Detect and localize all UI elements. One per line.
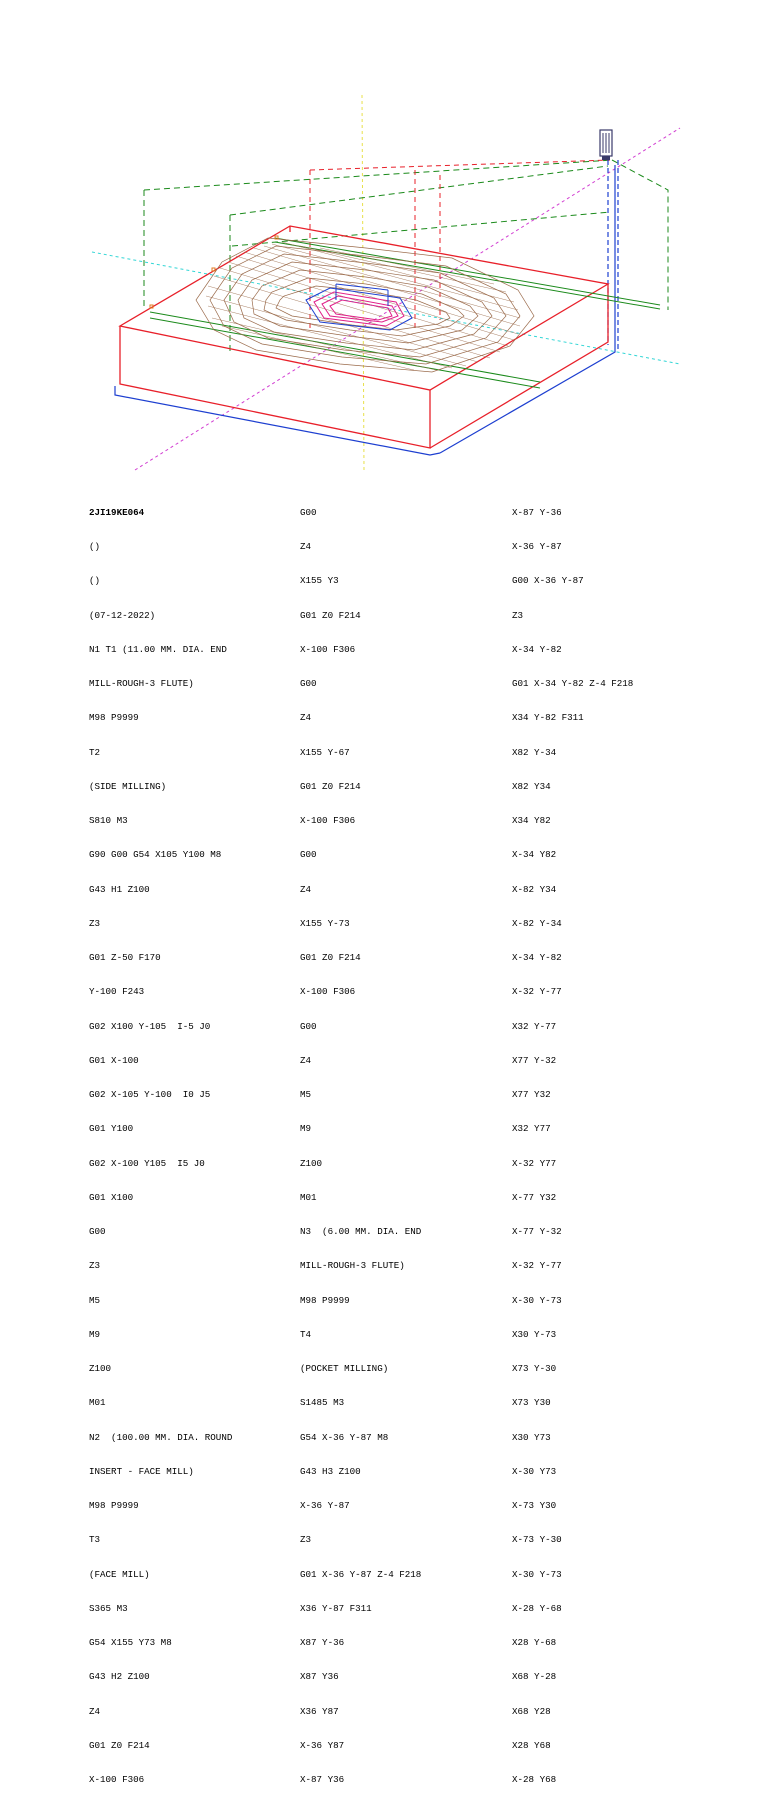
code-line: G90 G00 G54 X105 Y100 M8 <box>89 849 222 861</box>
code-line: X-32 Y-77 <box>512 986 562 998</box>
code-line: X-32 Y77 <box>512 1157 557 1169</box>
code-line: N1 T1 (11.00 MM. DIA. END <box>89 643 227 655</box>
code-line: Z4 <box>300 712 312 724</box>
code-line: X-30 Y-73 <box>512 1294 562 1306</box>
code-line: Z4 <box>89 1705 101 1717</box>
code-line: T4 <box>300 1328 312 1340</box>
fixture-outline <box>115 160 618 455</box>
code-line: (POCKET MILLING) <box>300 1363 389 1375</box>
code-line: X-32 Y-77 <box>512 1260 562 1272</box>
code-line: X-100 F306 <box>89 1774 145 1786</box>
rapid-moves <box>144 160 668 355</box>
code-line: M01 <box>300 1191 317 1203</box>
code-line: X-100 F306 <box>300 815 356 827</box>
cutting-tool-icon <box>600 130 612 160</box>
code-line: X-28 Y-68 <box>512 1602 562 1614</box>
code-line: X36 Y-87 F311 <box>300 1602 372 1614</box>
code-line: G00 <box>300 678 317 690</box>
gcode-column-1 <box>89 484 232 1797</box>
code-line: X87 Y-36 <box>300 1637 345 1649</box>
code-line: X-34 Y82 <box>512 849 557 861</box>
code-line: G01 Z0 F214 <box>89 1739 150 1751</box>
code-line: X-34 Y-82 <box>512 643 562 655</box>
code-line: (07-12-2022) <box>89 609 156 621</box>
code-line: X73 Y30 <box>512 1397 551 1409</box>
code-line: Z4 <box>300 883 312 895</box>
code-line: X87 Y36 <box>300 1671 339 1683</box>
code-line: X-36 Y-87 <box>512 541 562 553</box>
code-line: Z3 <box>89 1260 101 1272</box>
code-line: M5 <box>89 1294 101 1306</box>
code-line: G02 X-100 Y105 I5 J0 <box>89 1157 205 1169</box>
code-line: G43 H1 Z100 <box>89 883 150 895</box>
code-line: X34 Y82 <box>512 815 551 827</box>
code-line: X155 Y-73 <box>300 917 350 929</box>
code-line: G01 Z-50 F170 <box>89 952 161 964</box>
code-line: X77 Y32 <box>512 1089 551 1101</box>
code-line: G01 Y100 <box>89 1123 134 1135</box>
code-line: M98 P9999 <box>300 1294 350 1306</box>
code-line: G43 H2 Z100 <box>89 1671 150 1683</box>
code-line: X-30 Y-73 <box>512 1568 562 1580</box>
code-line: Z4 <box>300 541 312 553</box>
code-line: X36 Y87 <box>300 1705 339 1717</box>
code-line: M98 P9999 <box>89 1500 139 1512</box>
code-line: X73 Y-30 <box>512 1363 557 1375</box>
code-line: G54 X-36 Y-87 M8 <box>300 1431 389 1443</box>
code-line: G00 X-36 Y-87 <box>512 575 584 587</box>
code-line: X-36 Y-87 <box>300 1500 350 1512</box>
code-line: X-77 Y32 <box>512 1191 557 1203</box>
code-line: S810 M3 <box>89 815 128 827</box>
code-line: T3 <box>89 1534 101 1546</box>
code-line: M9 <box>300 1123 312 1135</box>
code-line: X-73 Y-30 <box>512 1534 562 1546</box>
code-line: X34 Y-82 F311 <box>512 712 584 724</box>
code-line: X68 Y28 <box>512 1705 551 1717</box>
code-line: (SIDE MILLING) <box>89 780 167 792</box>
code-line: G02 X-105 Y-100 I0 J5 <box>89 1089 211 1101</box>
code-line: M5 <box>300 1089 312 1101</box>
code-line: X-87 Y-36 <box>512 506 562 518</box>
inner-pocket <box>306 284 412 330</box>
code-line: Y-100 F243 <box>89 986 145 998</box>
code-line: M9 <box>89 1328 101 1340</box>
code-line: X-100 F306 <box>300 986 356 998</box>
code-line: G43 H3 Z100 <box>300 1465 361 1477</box>
code-line: X32 Y-77 <box>512 1020 557 1032</box>
code-line: Z100 <box>89 1363 112 1375</box>
code-line: G01 X-34 Y-82 Z-4 F218 <box>512 678 634 690</box>
code-line: G00 <box>300 506 317 518</box>
code-line: Z4 <box>300 1054 312 1066</box>
code-line: MILL-ROUGH-3 FLUTE) <box>300 1260 405 1272</box>
code-line: S1485 M3 <box>300 1397 345 1409</box>
face-milling-paths <box>150 238 660 388</box>
code-line: M01 <box>89 1397 106 1409</box>
code-line: G01 Z0 F214 <box>300 952 361 964</box>
code-line: X-100 F306 <box>300 643 356 655</box>
code-line: T2 <box>89 746 101 758</box>
code-line: X30 Y-73 <box>512 1328 557 1340</box>
code-line: X-82 Y-34 <box>512 917 562 929</box>
code-line: G01 Z0 F214 <box>300 609 361 621</box>
gcode-column-3 <box>512 484 633 1797</box>
code-line: X-73 Y30 <box>512 1500 557 1512</box>
code-line: N2 (100.00 MM. DIA. ROUND <box>89 1431 233 1443</box>
code-line: G02 X100 Y-105 I-5 J0 <box>89 1020 211 1032</box>
code-line: G01 X-36 Y-87 Z-4 F218 <box>300 1568 422 1580</box>
code-line: S365 M3 <box>89 1602 128 1614</box>
code-line: X155 Y3 <box>300 575 339 587</box>
code-line: X-34 Y-82 <box>512 952 562 964</box>
code-line: X68 Y-28 <box>512 1671 557 1683</box>
code-line: X-30 Y73 <box>512 1465 557 1477</box>
code-line: M98 P9999 <box>89 712 139 724</box>
gcode-column-2 <box>300 484 421 1797</box>
code-line: X32 Y77 <box>512 1123 551 1135</box>
code-line: G00 <box>300 849 317 861</box>
code-line: G01 X100 <box>89 1191 134 1203</box>
axis-lines <box>92 95 680 472</box>
code-line: INSERT - FACE MILL) <box>89 1465 194 1477</box>
code-line: () <box>89 575 101 587</box>
code-line: X-87 Y36 <box>300 1774 345 1786</box>
code-line: X30 Y73 <box>512 1431 551 1443</box>
code-line: MILL-ROUGH-3 FLUTE) <box>89 678 194 690</box>
code-line: Z3 <box>300 1534 312 1546</box>
toolpath-3d-view <box>0 0 768 480</box>
code-line: N3 (6.00 MM. DIA. END <box>300 1226 422 1238</box>
code-line: Z3 <box>512 609 524 621</box>
code-line: X-82 Y34 <box>512 883 557 895</box>
program-number: 2JI19KE064 <box>89 506 145 518</box>
code-line: Z3 <box>89 917 101 929</box>
code-line: X-28 Y68 <box>512 1774 557 1786</box>
code-line: X82 Y-34 <box>512 746 557 758</box>
code-line: G00 <box>300 1020 317 1032</box>
code-line: X82 Y34 <box>512 780 551 792</box>
code-line: X-77 Y-32 <box>512 1226 562 1238</box>
code-line: G00 <box>89 1226 106 1238</box>
code-line: X-36 Y87 <box>300 1739 345 1751</box>
code-line: X28 Y-68 <box>512 1637 557 1649</box>
code-line: G01 X-100 <box>89 1054 139 1066</box>
code-line: () <box>89 541 101 553</box>
code-line: X155 Y-67 <box>300 746 350 758</box>
code-line: Z100 <box>300 1157 323 1169</box>
code-line: G01 Z0 F214 <box>300 780 361 792</box>
code-line: X77 Y-32 <box>512 1054 557 1066</box>
code-line: G54 X155 Y73 M8 <box>89 1637 172 1649</box>
code-line: X28 Y68 <box>512 1739 551 1751</box>
code-line: (FACE MILL) <box>89 1568 150 1580</box>
